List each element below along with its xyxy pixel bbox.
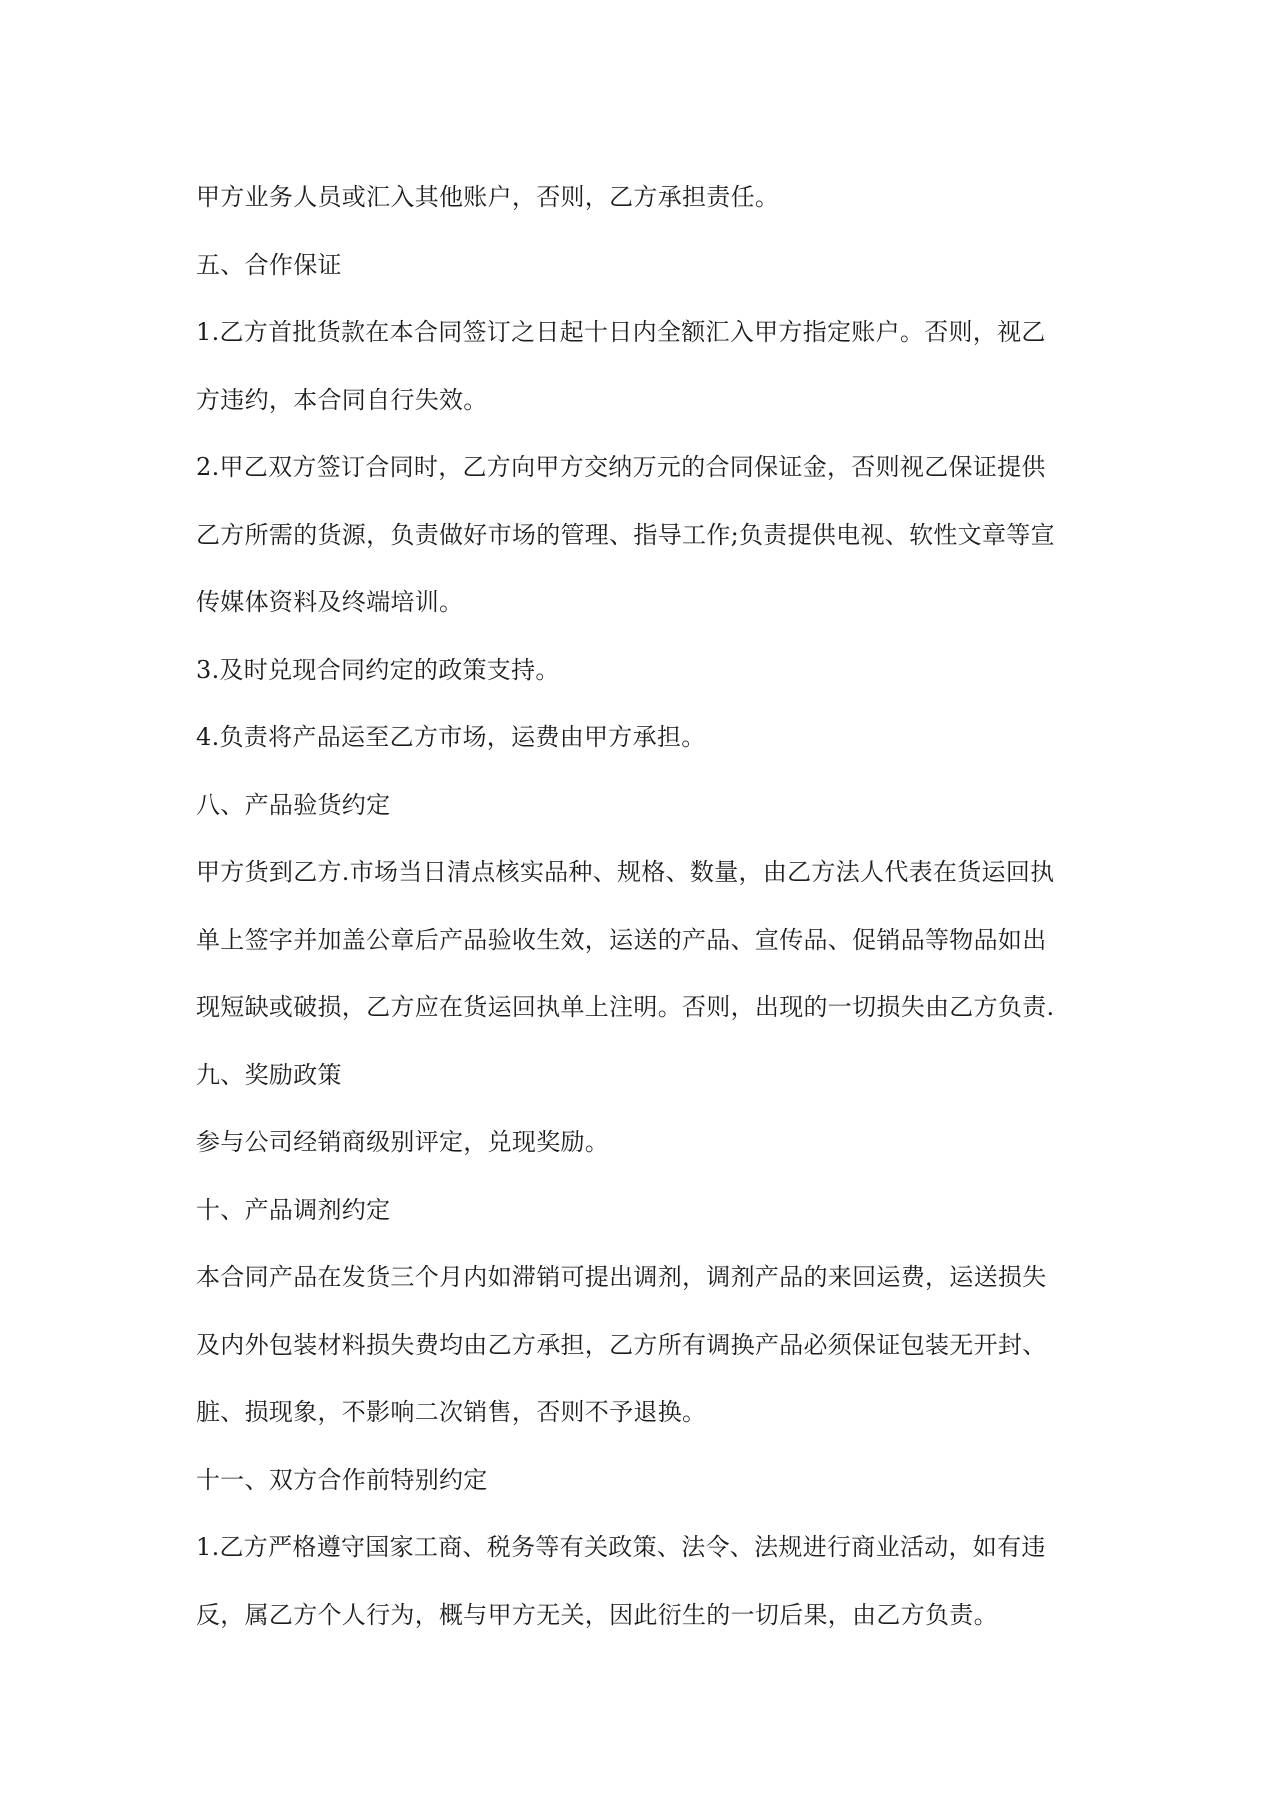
clause-2-line-3: 传媒体资料及终端培训。 (196, 588, 464, 616)
clause-4: 4.负责将产品运至乙方市场，运费由甲方承担。 (196, 723, 706, 751)
section-heading-rewards: 九、奖励政策 (196, 1060, 342, 1089)
clause-2-line-1: 2.甲乙双方签订合同时，乙方向甲方交纳万元的合同保证金，否则视乙保证提供 (196, 453, 1046, 481)
clause-1-line-2: 方违约，本合同自行失效。 (196, 385, 488, 414)
adjustment-line-2: 及内外包装材料损失费均由乙方承担，乙方所有调换产品必须保证包装无开封、 (196, 1330, 1047, 1359)
section-heading-special-agreement: 十一、双方合作前特别约定 (196, 1465, 488, 1494)
inspection-line-1: 甲方货到乙方.市场当日清点核实品种、规格、数量，由乙方法人代表在货运回执 (196, 858, 1055, 886)
section-heading-inspection: 八、产品验货约定 (196, 790, 391, 819)
adjustment-line-3: 脏、损现象，不影响二次销售，否则不予退换。 (196, 1398, 707, 1426)
adjustment-line-1: 本合同产品在发货三个月内如滞销可提出调剂，调剂产品的来回运费，运送损失 (196, 1263, 1047, 1291)
special-clause-1-line-2: 反，属乙方个人行为，概与甲方无关，因此衍生的一切后果，由乙方负责。 (196, 1600, 998, 1629)
special-clause-1-line-1: 1.乙方严格遵守国家工商、税务等有关政策、法令、法规进行商业活动，如有违 (196, 1533, 1046, 1561)
inspection-line-2: 单上签字并加盖公章后产品验收生效，运送的产品、宣传品、促销品等物品如出 (196, 925, 1047, 954)
section-heading-product-adjustment: 十、产品调剂约定 (196, 1195, 391, 1224)
section-heading-cooperation-guarantee: 五、合作保证 (196, 250, 342, 279)
clause-2-line-2: 乙方所需的货源，负责做好市场的管理、指导工作;负责提供电视、软性文章等宣 (196, 520, 1055, 549)
inspection-line-3: 现短缺或破损，乙方应在货运回执单上注明。否则，出现的一切损失由乙方负责. (196, 993, 1055, 1021)
text-line-continuation: 甲方业务人员或汇入其他账户，否则，乙方承担责任。 (196, 183, 780, 211)
rewards-line-1: 参与公司经销商级别评定，兑现奖励。 (196, 1128, 610, 1156)
clause-3: 3.及时兑现合同约定的政策支持。 (196, 655, 560, 684)
contract-text-body (196, 164, 1094, 1649)
clause-1-line-1: 1.乙方首批货款在本合同签订之日起十日内全额汇入甲方指定账户。否则，视乙 (196, 318, 1046, 346)
